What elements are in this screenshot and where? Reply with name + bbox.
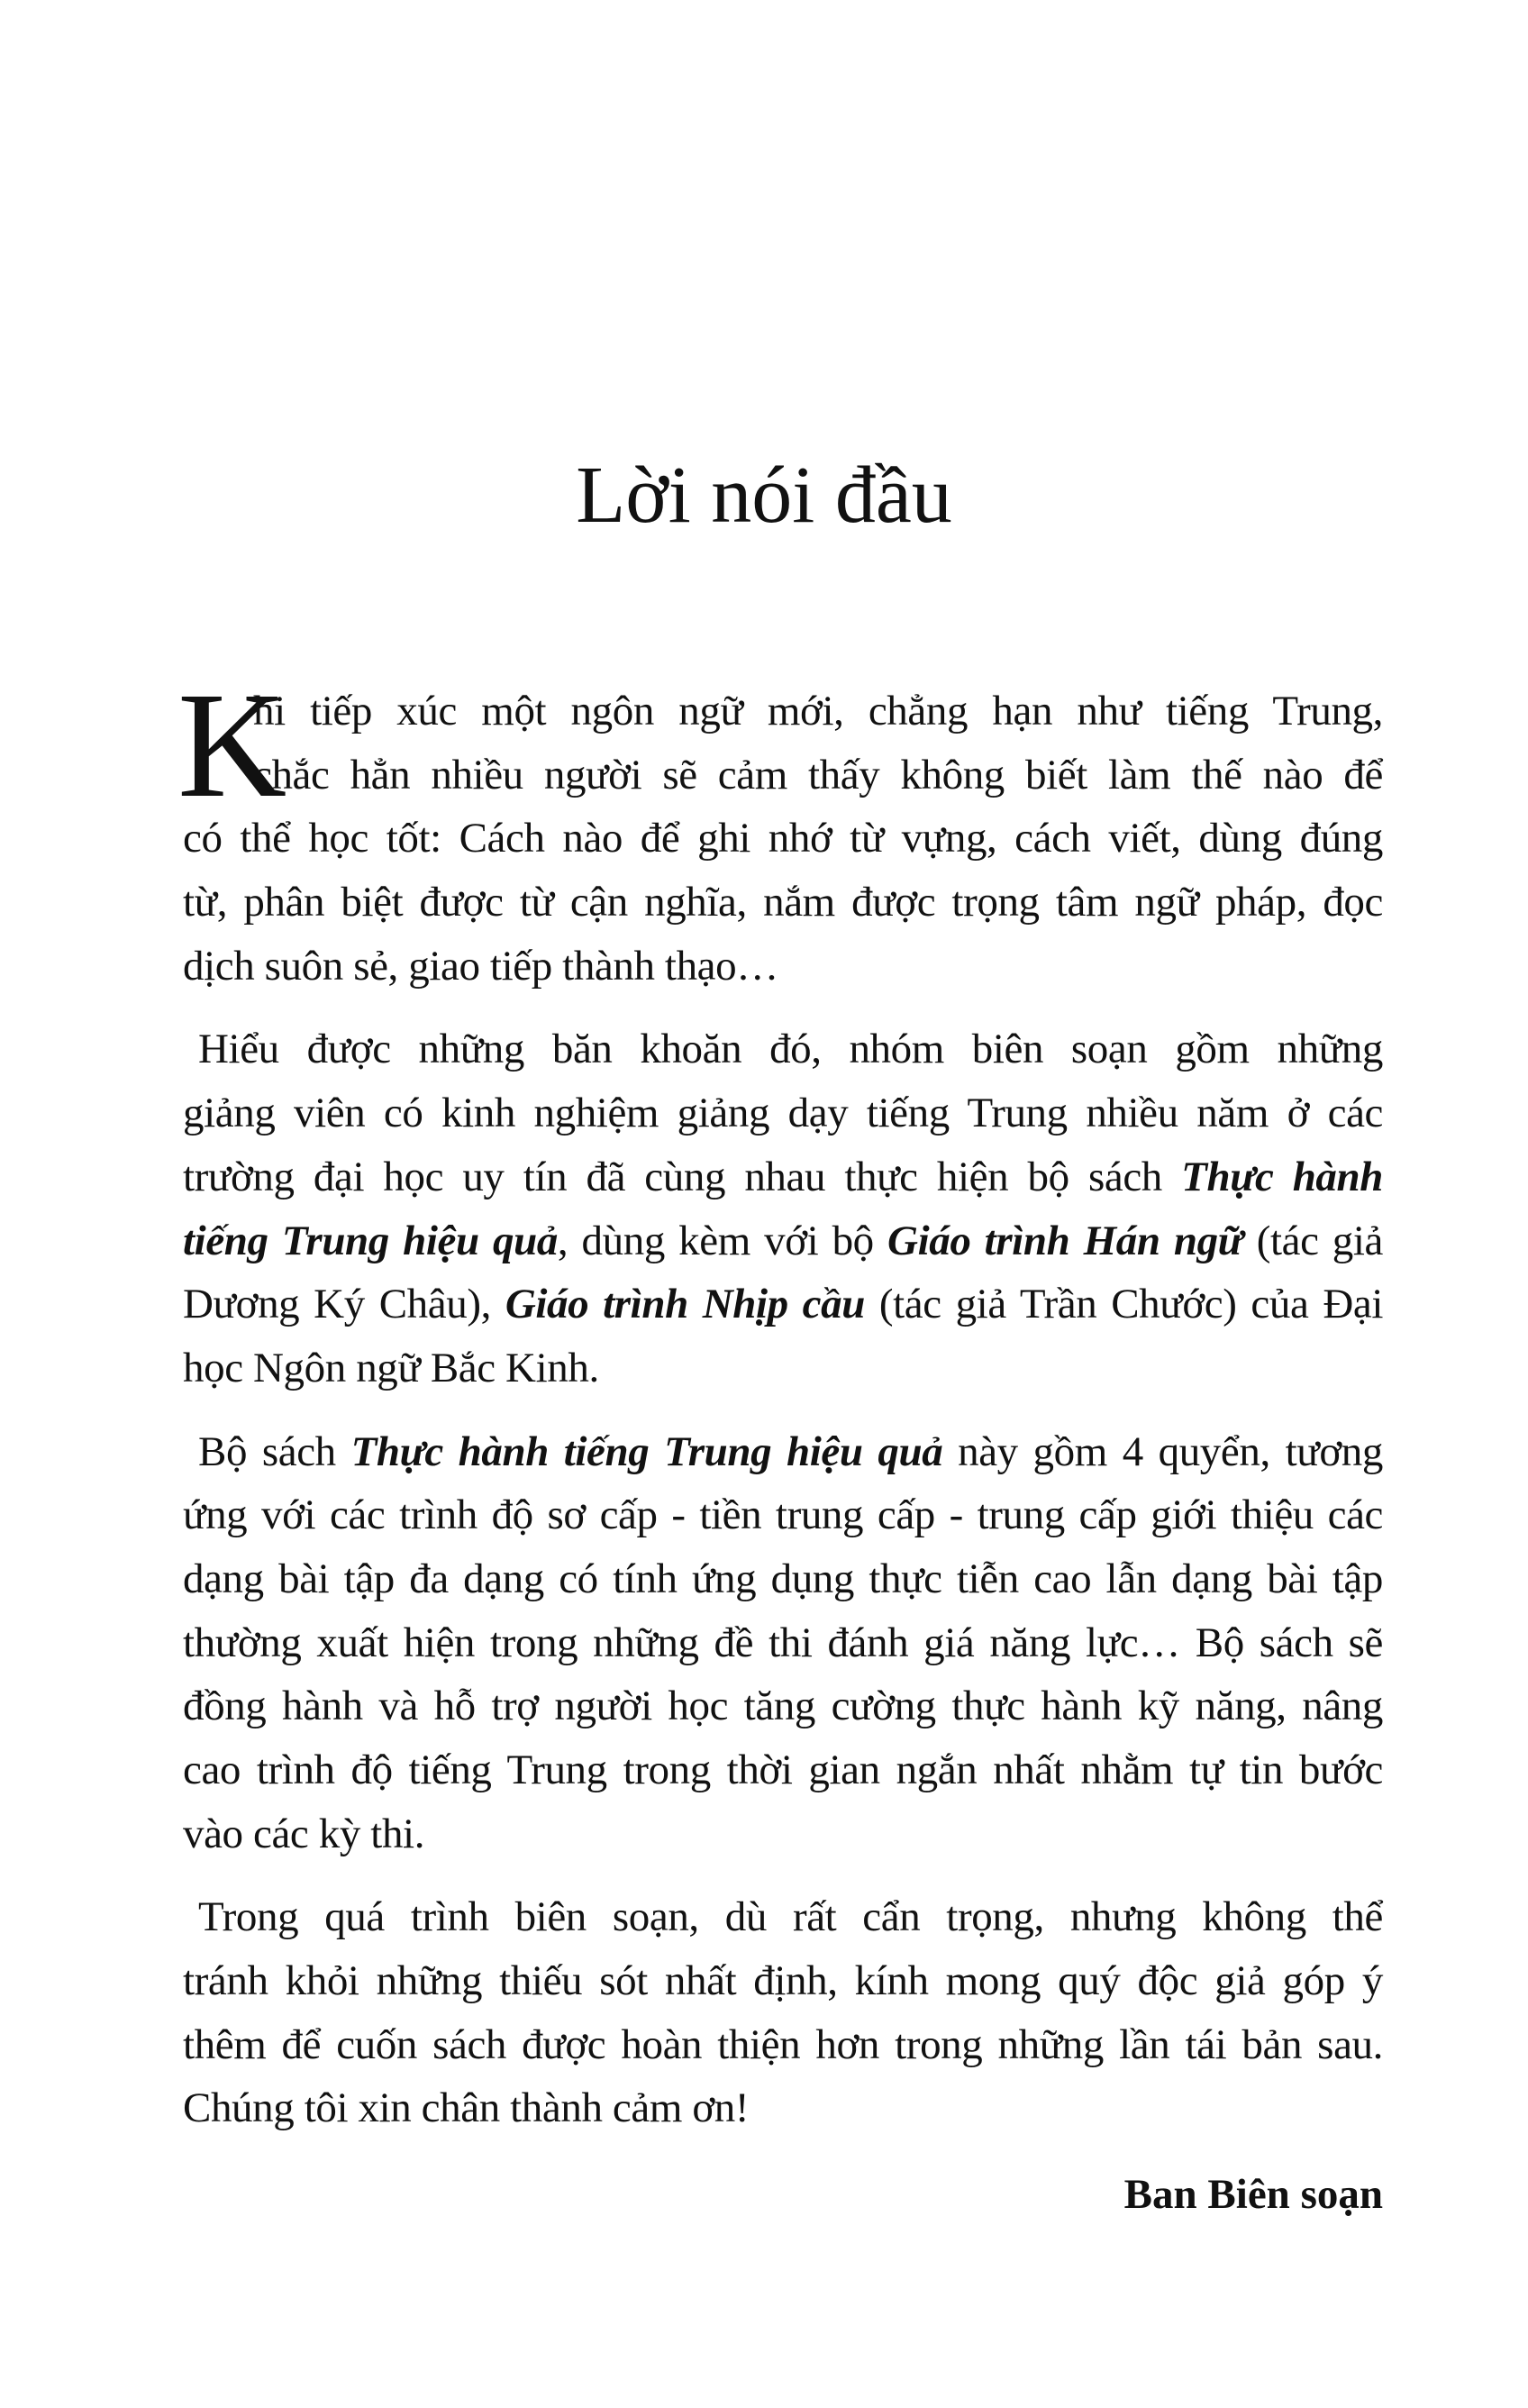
- paragraph-2: [183, 1017, 1383, 1400]
- paragraph-4: [183, 1885, 1383, 2140]
- text-line: dịch suôn sẻ, giao tiếp thành thạo…: [183, 942, 778, 990]
- text-line: vào các kỳ thi.: [183, 1810, 425, 1857]
- page-title: Lời nói đầu: [576, 451, 952, 540]
- text-run: Bộ sách: [198, 1427, 351, 1475]
- text-line: có thể học tốt: Cách nào để ghi nhớ từ vựng, cách viết, dùng đúng: [183, 815, 1383, 862]
- preface-body: [177, 661, 1384, 2160]
- book-title: Thực hành tiếng Trung hiệu quả: [350, 1427, 943, 1475]
- text-run: trường đại học uy tín đã cùng nhau thực hiện bộ sách: [183, 1153, 1182, 1200]
- drop-cap: K: [177, 661, 286, 829]
- text-line: thêm để cuốn sách được hoàn thiện hơn trong những lần tái bản sau.: [183, 2020, 1383, 2068]
- text-line: [183, 1209, 1383, 1273]
- text-line: từ, phân biệt được từ cận nghĩa, nắm được trọng tâm ngữ pháp, đọc: [183, 879, 1383, 926]
- text-line: cao trình độ tiếng Trung trong thời gian ngắn nhất nhằm tự tin bước: [183, 1747, 1383, 1793]
- text-run: , dùng kèm với bộ: [557, 1217, 888, 1264]
- text-line: [183, 1145, 1383, 1209]
- text-line: chắc hẳn nhiều người sẽ cảm thấy không biết làm thế nào để: [253, 751, 1383, 798]
- text-line: học Ngôn ngữ Bắc Kinh.: [183, 1344, 599, 1391]
- text-line: Hiểu được những băn khoăn đó, nhóm biên soạn gồm những: [198, 1026, 1383, 1073]
- text-line: Chúng tôi xin chân thành cảm ơn!: [183, 2084, 750, 2132]
- text-line: [183, 1272, 1383, 1336]
- text-run: (tác giả Trần Chước) của Đại: [864, 1281, 1383, 1328]
- text-line: hi tiếp xúc một ngôn ngữ mới, chẳng hạn như tiếng Trung,: [253, 688, 1383, 734]
- book-title: Giáo trình Hán ngữ: [887, 1217, 1243, 1264]
- book-title: Giáo trình Nhịp cầu: [505, 1281, 865, 1328]
- book-title: Thực hành: [1181, 1153, 1384, 1200]
- text-line: tránh khỏi những thiếu sót nhất định, kính mong quý độc giả góp ý: [183, 1957, 1383, 2005]
- text-line: thường xuất hiện trong những đề thi đánh giá năng lực… Bộ sách sẽ: [183, 1619, 1383, 1666]
- text-run: (tác giả: [1242, 1217, 1383, 1264]
- text-run: này gồm 4 quyển, tương: [942, 1427, 1383, 1475]
- text-line: giảng viên có kinh nghiệm giảng dạy tiếng Trung nhiều năm ở các: [183, 1090, 1383, 1137]
- text-line: dạng bài tập đa dạng có tính ứng dụng thực tiễn cao lẫn dạng bài tập: [183, 1555, 1383, 1602]
- text-run: Dương Ký Châu),: [183, 1281, 505, 1328]
- book-title: tiếng Trung hiệu quả: [183, 1217, 558, 1264]
- paragraph-1: [177, 661, 1383, 998]
- paragraph-3: [183, 1420, 1383, 1866]
- text-line: đồng hành và hỗ trợ người học tăng cường thực hành kỹ năng, nâng: [183, 1683, 1383, 1730]
- signature: Ban Biên soạn: [1123, 2171, 1383, 2218]
- text-line: ứng với các trình độ sơ cấp - tiền trung cấp - trung cấp giới thiệu các: [183, 1491, 1383, 1539]
- text-line: Trong quá trình biên soạn, dù rất cẩn trọng, nhưng không thể: [198, 1893, 1383, 1941]
- text-line: [183, 1420, 1383, 1484]
